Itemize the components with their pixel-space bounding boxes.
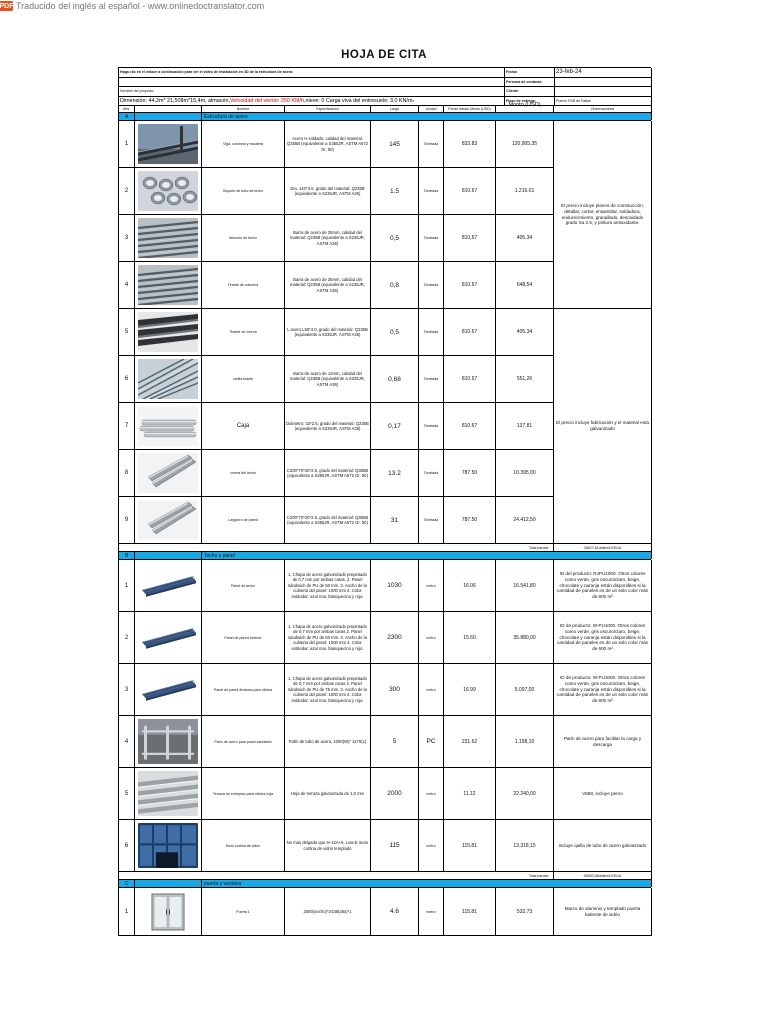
item-unit-price: 16.06 — [444, 560, 496, 612]
item-unit-price: 115.81 — [444, 820, 496, 872]
item-name: refuerzo de techo — [202, 215, 285, 262]
item-photo — [135, 888, 202, 936]
fecha-value: 23-feb-24 — [555, 68, 652, 78]
section-letter: C — [119, 880, 135, 887]
item-amount: 405,34 — [496, 215, 554, 262]
item-amount: 16.541,80 — [496, 560, 554, 612]
item-spec: 1. Chapa de acero galvanizado prepintado de 0,7 mm por ambas caras 2. Panel sándwich de PU de 50 mm. 3. Ancho de la cubierta del panel: 1000 mm 4. Color estándar: azul mar, blanquecino y rojo. — [285, 612, 371, 664]
item-photo — [135, 403, 202, 450]
item-spec: 1. Chapa de acero galvanizado prepintado de 0,7 mm por ambas caras 2. Panel sándwich de PU de 75 mm. 3. Ancho de la cubierta del panel: 1000 mm 4. Color estándar: azul mar, blanquecino y rojo. — [285, 664, 371, 716]
subtotal-value: 96300,58dólares EEUU — [554, 872, 652, 880]
frame-image-icon — [138, 719, 198, 764]
item-spec: Barra de acero de 25mm, calidad del material: Q235B (equivalente a S235JR, ASTM A36) — [285, 262, 371, 309]
item-name: Panel de pared exterior — [202, 612, 285, 664]
item-photo — [135, 121, 202, 168]
item-unit: Tonelada — [419, 497, 444, 544]
item-number: 6 — [119, 820, 135, 872]
item-name: Puerta 1 — [202, 888, 285, 936]
item-number: 6 — [119, 356, 135, 403]
item-unit-price: 787.50 — [444, 497, 496, 544]
item-spec: Hoja de terraza galvanizada de 1,0 mm — [285, 768, 371, 820]
item-unit-price: 810.67 — [444, 262, 496, 309]
subtotal-label: Total parcial: — [119, 544, 554, 552]
item-amount: 551,26 — [496, 356, 554, 403]
item-unit-price: 810.67 — [444, 309, 496, 356]
rebar-image-icon — [138, 218, 198, 258]
item-unit: Tonelada — [419, 450, 444, 497]
col-precio: Precio básico Monto (USD) — [444, 106, 496, 113]
nombre-proyecto-label: Nombre del proyecto: — [119, 87, 505, 97]
col-especificacion: Especificación — [285, 106, 371, 113]
item-unit: metro — [419, 560, 444, 612]
item-name: Panel de techo — [202, 560, 285, 612]
col-monto: Monto (USD) — [496, 106, 554, 113]
beams-image-icon — [138, 124, 198, 164]
item-unit-price: 810.67 — [444, 215, 496, 262]
purlin-image-icon — [138, 500, 198, 540]
item-number: 8 — [119, 450, 135, 497]
item-photo — [135, 820, 202, 872]
section-gap — [135, 880, 202, 887]
load-text: nieve: 0 Carga viva del entresuelo: 3,0 KN/m — [305, 97, 413, 104]
dimension-text: Dimensión: 44,2m* 21,508m*15,4m, almacén, — [120, 97, 230, 104]
video-note: Haga clic en el enlace a continuación para ver el video de instalación en 3D de la estructura de acero: — [119, 68, 505, 78]
item-unit: metro — [419, 888, 444, 936]
subtotal-value: 35627,81dólares EEUU — [554, 544, 652, 552]
item-number: 2 — [119, 168, 135, 215]
item-number: 5 — [119, 309, 135, 356]
item-spec: No más delgado que 6+12A+6, Low-E muro cortina de vidrio templado — [285, 820, 371, 872]
item-spec: Barra de acero de 12mm, calidad del material: Q235B (equivalente a S235JR, ASTM A36) — [285, 356, 371, 403]
item-spec: Acero H soldado, calidad del material: Q355B (equivalente a S355JR, ASTM A572 Gr. 50) — [285, 121, 371, 168]
section-header-a — [118, 113, 651, 121]
item-quantity: 31 — [371, 497, 419, 544]
item-name: correa del techo — [202, 450, 285, 497]
item-name: Panel de pared divisoria para oficina — [202, 664, 285, 716]
item-number: 5 — [119, 768, 135, 820]
item-quantity: 0,5 — [371, 309, 419, 356]
contacto-label: Persona de contacto: — [505, 78, 555, 88]
pdf-logo-icon: PDF — [0, 2, 14, 10]
item-quantity: 1030 — [371, 560, 419, 612]
item-unit-price: 810.67 — [444, 403, 496, 450]
section-name: Estructura de acero — [202, 113, 652, 120]
sections-container — [118, 113, 651, 936]
pipes-image-icon — [138, 406, 198, 446]
item-amount: 10.395,00 — [496, 450, 554, 497]
section-header-b — [118, 552, 651, 560]
item-unit-price: 115.81 — [444, 888, 496, 936]
section-rows-c — [118, 888, 651, 936]
wind-speed-text: Velocidad del viento: 250 KM/h, — [229, 97, 306, 104]
item-amount: 35.880,00 — [496, 612, 554, 664]
empty-cell — [119, 78, 505, 88]
item-observation: ID del producto: RJPU1000. Otros colores como verde, gris oscuro/claro, beige, chocolate y naranja están disponibles si la cantidad de paneles es de un solo color más de 600 m² — [554, 560, 652, 612]
item-quantity: 0,5 — [371, 215, 419, 262]
column-headers — [118, 102, 651, 113]
item-number: 1 — [119, 121, 135, 168]
item-unit: Tonelada — [419, 356, 444, 403]
item-spec: C200*70*20*2.5, grado del material: Q355B (equivalente a S355JR, ASTM A572 Gr. 50) — [285, 497, 371, 544]
item-name: Caja — [202, 403, 285, 450]
item-photo — [135, 560, 202, 612]
item-quantity: 0,17 — [371, 403, 419, 450]
item-spec: Patín de tubo de acero, 1000(W)* 1170(L) — [285, 716, 371, 768]
item-photo — [135, 664, 202, 716]
item-quantity: 13.2 — [371, 450, 419, 497]
item-number: 3 — [119, 215, 135, 262]
item-spec: Barra de acero de 25mm, calidad del material: Q235B (equivalente a S235JR, ASTM A36) — [285, 215, 371, 262]
deck-image-icon — [138, 771, 198, 816]
entrega-value: Puerto FOB de Dalian — [555, 97, 652, 107]
item-amount: 648,54 — [496, 262, 554, 309]
item-photo — [135, 497, 202, 544]
item-spec: L acero L50*4.0, grado del material: Q235B (equivalente a S235JR, ASTM A36) — [285, 309, 371, 356]
item-name: Larguero de pared — [202, 497, 285, 544]
item-amount: 532,73 — [496, 888, 554, 936]
item-observation: Patín de acero para facilitar la carga y descarga — [554, 716, 652, 768]
item-observation: ID de producto: W-PU1000. Otros colores como verde, gris oscuro/claro, beige, chocolate y naranja están disponibles si la cantidad de paneles es de un solo color más de 600 m² — [554, 664, 652, 716]
item-spec: Diámetro: 32*2.5, grado del material: Q235B (equivalente a S235JR, ASTM A36) — [285, 403, 371, 450]
item-number: 3 — [119, 664, 135, 716]
section-rows-a — [118, 121, 651, 544]
section-observation: El precio incluye fabricación y el material está galvanizado — [554, 309, 652, 544]
item-quantity: 0,8 — [371, 262, 419, 309]
col-arts: Arts. — [119, 106, 135, 113]
item-spec: C200*70*20*2.5, grado del material: Q355B (equivalente a S355JR, ASTM A572 Gr. 50) — [285, 450, 371, 497]
document-title: HOJA DE CITA — [341, 49, 427, 61]
item-amount: 24.412,50 — [496, 497, 554, 544]
subtotal-row — [118, 872, 651, 880]
section-header-c — [118, 880, 651, 888]
item-name: varilla tirante — [202, 356, 285, 403]
item-unit: metro — [419, 664, 444, 716]
item-observation: Marco de aluminio y templado puerta batiente de vidrio — [554, 888, 652, 936]
item-unit: PC — [419, 716, 444, 768]
translator-banner[interactable] — [0, 0, 264, 12]
col-image — [135, 106, 202, 113]
item-unit: Tonelada — [419, 168, 444, 215]
item-photo — [135, 612, 202, 664]
item-number: 9 — [119, 497, 135, 544]
section-letter: B — [119, 552, 135, 559]
item-name: Muro cortina de vidrio — [202, 820, 285, 872]
panel-image-icon — [138, 563, 198, 608]
section-rows-b — [118, 560, 651, 872]
item-quantity: 145 — [371, 121, 419, 168]
item-photo — [135, 768, 202, 820]
item-spec: 1. Chapa de acero galvanizado prepintado de 0,7 mm por ambas caras. 2. Panel sándwich de PU de 50 mm. 3. Ancho de la cubierta del panel: 1000 mm 4. Color estándar: azul mar, blanquecino y rojo. — [285, 560, 371, 612]
item-observation: V688, incluye perno — [554, 768, 652, 820]
col-nombre: Nombre — [202, 106, 285, 113]
col-larga: Larga — [371, 106, 419, 113]
item-unit: metro — [419, 768, 444, 820]
item-name: Tirante de correa — [202, 309, 285, 356]
item-photo — [135, 356, 202, 403]
item-spec: 2000(ancho)*2438(alto)*1 — [285, 888, 371, 936]
item-name: Patín de acero para panel sándwich — [202, 716, 285, 768]
section-letter: A — [119, 113, 135, 120]
item-amount: 405,34 — [496, 309, 554, 356]
item-unit-price: 16.99 — [444, 664, 496, 716]
item-photo — [135, 716, 202, 768]
col-observaciones: Observaciones — [554, 106, 652, 113]
item-unit: Tonelada — [419, 215, 444, 262]
item-quantity: 2000 — [371, 768, 419, 820]
rebar-image-icon — [138, 265, 198, 305]
item-unit: Tonelada — [419, 121, 444, 168]
item-number: 7 — [119, 403, 135, 450]
door-image-icon — [138, 891, 198, 932]
item-unit-price: 11.12 — [444, 768, 496, 820]
item-unit: Tonelada — [419, 403, 444, 450]
angle-image-icon — [138, 312, 198, 352]
col-unidad: Unidad — [419, 106, 444, 113]
item-quantity: 4.6 — [371, 888, 419, 936]
item-quantity: 5 — [371, 716, 419, 768]
dimension-line: Dimensión: 44,2m* 21,508m*15,4m, almacén, Velocidad del viento: 250 KM/h, nieve: 0 Carga viva del entresuelo: 3,0 KN/m 2 — [119, 97, 505, 107]
item-unit-price: 787.50 — [444, 450, 496, 497]
item-unit-price: 833.83 — [444, 121, 496, 168]
item-name: Tirante de columna — [202, 262, 285, 309]
item-amount: 120.905,35 — [496, 121, 554, 168]
item-quantity: 115 — [371, 820, 419, 872]
purlin-image-icon — [138, 453, 198, 493]
item-quantity: 300 — [371, 664, 419, 716]
entrega-label: Plazo de entrega: — [505, 97, 555, 107]
item-unit: Tonelada — [419, 262, 444, 309]
item-number: 4 — [119, 716, 135, 768]
item-amount: 13.318,15 — [496, 820, 554, 872]
subtotal-row — [118, 544, 651, 552]
section-name: puerta y ventana — [202, 880, 652, 887]
item-name: Viga, columna y escalera — [202, 121, 285, 168]
header-block — [118, 67, 651, 106]
item-photo — [135, 309, 202, 356]
quote-sheet — [118, 67, 651, 936]
contacto-value — [555, 78, 652, 88]
item-quantity: 1.5 — [371, 168, 419, 215]
cliente-label: Cliente: — [505, 87, 555, 97]
item-unit: metro — [419, 612, 444, 664]
item-amount: 1.158,10 — [496, 716, 554, 768]
item-unit-price: 810.67 — [444, 356, 496, 403]
item-number: 2 — [119, 612, 135, 664]
item-quantity: 0,68 — [371, 356, 419, 403]
item-unit-price: 810.67 — [444, 168, 496, 215]
section-gap — [135, 113, 202, 120]
item-observation: ID de producto: W-PU1000. Otros colores como verde, gris oscuro/claro, beige, chocolate y naranja están disponibles si la cantidad de paneles es de un solo color más de 600 m² — [554, 612, 652, 664]
item-spec: Dia. 140*3.0, grado del material: Q235B (equivalente a S235JR, ASTM A36) — [285, 168, 371, 215]
section-gap — [135, 552, 202, 559]
translator-banner-text[interactable]: Traducido del inglés al español - www.onlinedoctranslator.com — [16, 1, 265, 11]
item-unit-price: 15.60 — [444, 612, 496, 664]
item-amount: 22.240,00 — [496, 768, 554, 820]
glass-image-icon — [138, 823, 198, 868]
fecha-label: Fecha: — [505, 68, 555, 78]
item-number: 1 — [119, 560, 135, 612]
item-name: Soporte de tubo de techo — [202, 168, 285, 215]
tubes-image-icon — [138, 171, 198, 211]
section-name: Techo y panel — [202, 552, 652, 559]
item-quantity: 2300 — [371, 612, 419, 664]
panel-image-icon — [138, 615, 198, 660]
item-photo — [135, 450, 202, 497]
item-unit: Tonelada — [419, 309, 444, 356]
panel-image-icon — [138, 667, 198, 712]
rods-image-icon — [138, 359, 198, 399]
item-amount: 5.097,00 — [496, 664, 554, 716]
item-name: Terraza de entrepiso para oficina hoja — [202, 768, 285, 820]
item-number: 1 — [119, 888, 135, 936]
cliente-value — [555, 87, 652, 97]
item-observation: incluye quilla de tubo de acero galvanizado — [554, 820, 652, 872]
item-unit-price: 231.62 — [444, 716, 496, 768]
item-amount: 137,81 — [496, 403, 554, 450]
subtotal-label: Total parcial: — [119, 872, 554, 880]
item-amount: 1.216,01 — [496, 168, 554, 215]
item-unit: metro — [419, 820, 444, 872]
item-photo — [135, 168, 202, 215]
item-photo — [135, 215, 202, 262]
item-photo — [135, 262, 202, 309]
item-number: 4 — [119, 262, 135, 309]
section-observation: El precio incluye planos de construcción, detallar, cortar, ensamblar, soldadura, endurecimiento, granallado, desoxidado grado Sa 2.5, y pintura antioxidante. — [554, 121, 652, 309]
